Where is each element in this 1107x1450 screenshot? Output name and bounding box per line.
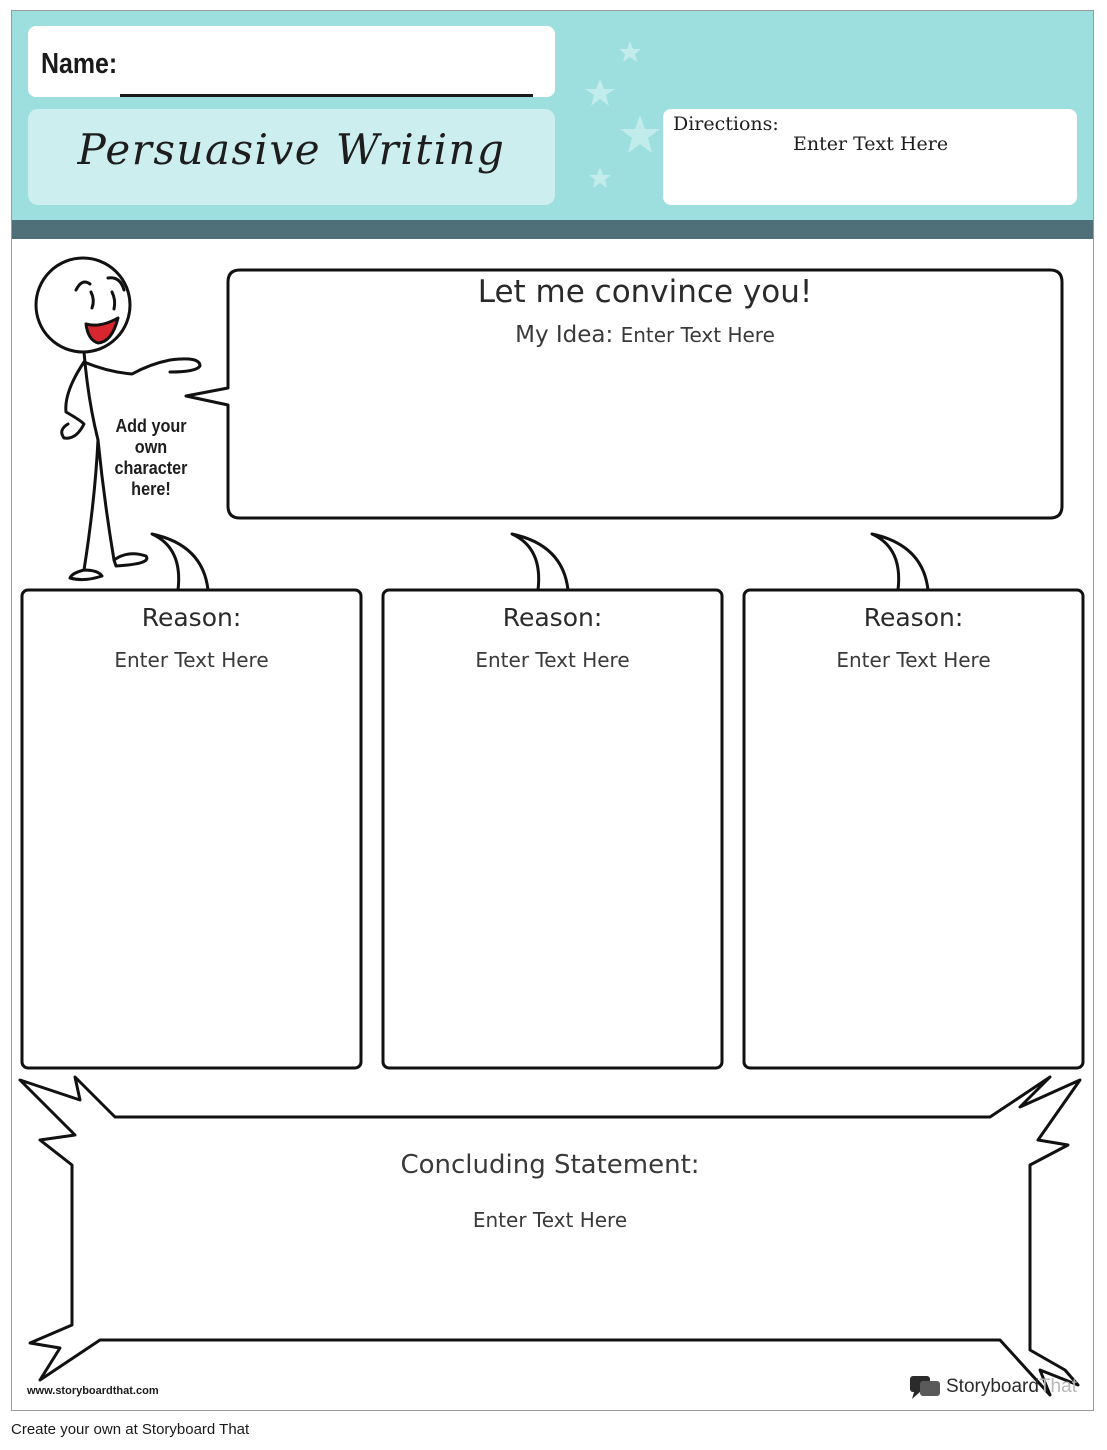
brand-name-part1: Storyboard — [946, 1376, 1039, 1397]
reason-label-2: Reason: — [502, 603, 603, 632]
name-label: Name: — [41, 48, 118, 80]
storyboardthat-brand[interactable] — [908, 1374, 1077, 1400]
character-hint-line: Add your — [115, 416, 187, 436]
character-hint-line: character — [114, 458, 188, 478]
character-arm — [84, 359, 200, 374]
footer-caption[interactable]: Create your own at Storyboard That — [11, 1421, 250, 1438]
my-idea-text[interactable]: Enter Text Here — [620, 323, 775, 347]
my-idea-line[interactable] — [228, 322, 1062, 348]
character-arm — [62, 362, 84, 438]
directions-text[interactable]: Enter Text Here — [793, 133, 949, 155]
brand-name — [946, 1376, 1077, 1398]
connector-hook-1 — [152, 534, 208, 590]
connector-hook-3 — [872, 534, 928, 590]
speech-bubble-title[interactable]: Let me convince you! — [477, 274, 813, 310]
page-title[interactable]: Persuasive Writing — [77, 125, 506, 174]
concluding-statement-label: Concluding Statement: — [400, 1150, 700, 1180]
character-hint-line: own — [134, 437, 168, 457]
character-body — [84, 352, 98, 570]
reason-label-1: Reason: — [141, 603, 242, 632]
character-hint — [111, 416, 192, 500]
character-hint-line: here! — [131, 479, 171, 499]
reason-label-3: Reason: — [863, 603, 964, 632]
connector-hook-2 — [512, 534, 568, 590]
character-foot — [114, 554, 147, 566]
concluding-statement-text[interactable]: Enter Text Here — [472, 1208, 628, 1232]
my-idea-label: My Idea: — [515, 322, 614, 348]
concluding-burst-outline — [20, 1077, 1080, 1395]
site-url[interactable]: www.storyboardthat.com — [27, 1385, 159, 1397]
reason-text-2[interactable]: Enter Text Here — [475, 648, 630, 672]
directions-label: Directions: — [673, 113, 779, 135]
character-foot — [70, 570, 102, 580]
brand-name-part2: That — [1038, 1376, 1077, 1397]
reason-text-3[interactable]: Enter Text Here — [836, 648, 991, 672]
reason-text-1[interactable]: Enter Text Here — [114, 648, 269, 672]
